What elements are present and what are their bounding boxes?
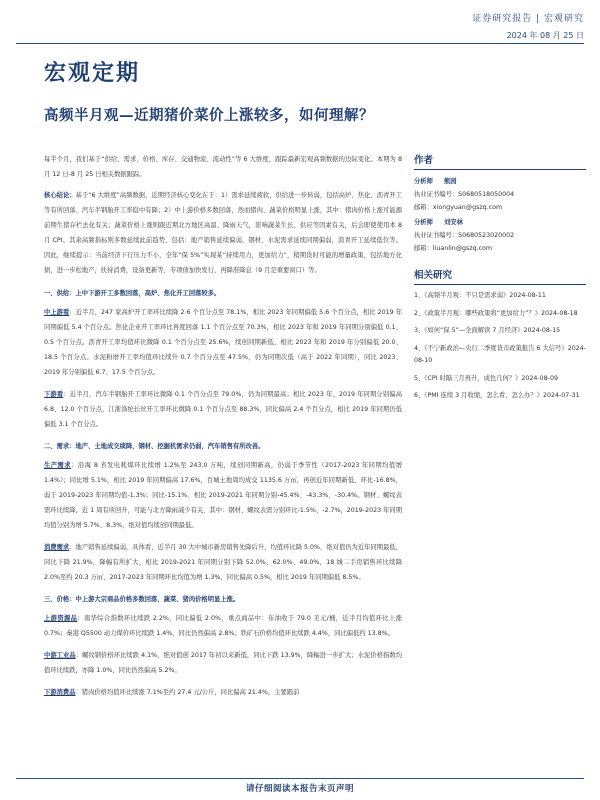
authors-heading: 作者 — [414, 152, 586, 170]
section-heading: 一、供给：上中下游开工多数回落，高炉、焦化开工回落较多。 — [44, 290, 221, 297]
paragraph-lead: 中游工业品 — [44, 652, 76, 659]
core-conclusion-lead: 核心结论： — [44, 192, 76, 199]
footer-disclaimer: 请仔细阅读本报告末页声明 — [245, 784, 354, 794]
author-email[interactable]: 邮箱：xiongyuan@gszq.com — [414, 204, 503, 211]
section-paragraph — [44, 458, 402, 533]
paragraph-text: ：猪肉价格均值环比续涨 7.1%至约 27.4 元/公斤，同比偏高 21.4%，主要跟前 — [75, 689, 300, 696]
related-research-item[interactable]: 6、《PMI 连续 3 月收缩，怎么看，怎么办？》2024-07-31 — [414, 392, 580, 399]
author-name: 刘安林 — [444, 219, 463, 226]
report-type: 证券研究报告 | 宏观研究 — [472, 14, 584, 24]
related-research-item[interactable]: 3、《如何“保 5”—全面解读 7 月经济》2024-08-15 — [414, 327, 561, 334]
section-supply — [44, 286, 402, 432]
footer-divider — [16, 778, 584, 779]
document-title: 高频半月观—近期猪价菜价上涨较多，如何理解？ — [44, 107, 374, 124]
paragraph-text: ：螺纹钢价格环比续跌 4.1%，绝对值创 2017 年初以来新低，同比下跌 13.9%，降幅进一步扩大；水泥价格指数均值环比续跌，亦降 1.0%，同比仍然偏高 5.2%。 — [44, 652, 402, 674]
section-heading: 三、价格：中上游大宗商品价格多数回落，蔬菜、猪肉价格明显上涨。 — [44, 596, 240, 603]
related-research-item[interactable]: 4、《不宁新政治—央行二季度货币政策报告 6 大信号》2024-08-10 — [414, 344, 586, 364]
page-header — [0, 0, 600, 40]
paragraph-text: ：沿海 8 省发电耗煤环比续增 1.2%至 243.0 万吨，续创同期新高，仍弱于季节性（2017-2023 年同期均值增 1.4%）；同比增 5.1%，相比 2019 年同期偏高 17.6%，百城土地周均成交 1135.6 万㎡，再创近年同期新低，环比-16.8%，弱于 2019-2023 年同期均值-1.3%；同比-15.1%、相比 2019-2021 年同期分别-45.4%、-43.3%、-30.4%。钢材、螺纹表需环比续降，近 1 周有所回升，可能与北方降雨减少有关，其中：钢材、螺纹表需分别环比-1.5%、-2.7%，2019-2023 年同期均值分别为增 5.7%、8.3%，绝对值均续创同期最低。 — [44, 462, 403, 529]
document-type: 宏观定期 — [44, 60, 141, 86]
author-card — [414, 175, 586, 214]
related-research-item[interactable]: 2、《政策半月观：哪些政策将“更加给力”？》2024-08-18 — [414, 309, 578, 317]
core-conclusion — [44, 188, 402, 278]
paragraph-lead: 下游消费品 — [44, 689, 76, 696]
section-paragraph — [44, 648, 402, 678]
paragraph-text: ：南华综合指数环比续跌 2.2%，同比偏低 2.0%，重点商品中：布油收于 79.0 美元/桶，近半月均值环比上涨 0.7%；秦港 Q5500 动力煤价环比续跌 1.4%，同比仍然偏高 2.8%；铁矿石价格均值环比续跌 4.4%，同比偏低约 13.8%。 — [44, 615, 402, 637]
paragraph-lead: 中上游看 — [44, 309, 70, 316]
paragraph-lead: 消费需求 — [44, 544, 70, 551]
section-paragraph — [44, 540, 402, 585]
author-role: 分析师 — [414, 219, 433, 226]
author-email[interactable]: 邮箱：liuanlin@gszq.com — [414, 245, 493, 252]
report-date: 2024 年 08 月 25 日 — [506, 31, 584, 40]
section-paragraph — [44, 685, 402, 700]
paragraph-lead: 下游看 — [44, 391, 64, 398]
section-prices — [44, 592, 402, 700]
main-body — [44, 152, 402, 707]
related-research-heading: 相关研究 — [414, 267, 586, 285]
section-paragraph — [44, 611, 402, 641]
author-cert: 执业证书编号：S0680518050004 — [414, 191, 515, 198]
author-card — [414, 216, 586, 255]
header-divider — [16, 43, 584, 44]
author-role: 分析师 — [414, 178, 433, 185]
section-demand — [44, 439, 402, 585]
paragraph-text: ：近半月，汽车半钢胎开工率环比微降 0.1 个百分点至 79.0%，仍为同期最高；相比 2023 年、2019 年同期分别偏高 6.8、12.0 个百分点，江浙涤纶长丝开工率环比微降 0.1 个百分点至 88.3%，同比偏高 2.4 个百分点，相比 2019 年同期仍低偏低 3.1 个百分点。 — [44, 391, 403, 428]
author-name: 熊园 — [444, 178, 457, 185]
paragraph-lead: 上游资源品 — [44, 615, 78, 622]
core-conclusion-text: 基于“6 大维度”高频数据，近期经济核心变化在于：1）需求延续疲软，供给进一步转弱，包括高炉、焦化、沥青开工等有所回落、汽车半钢胎开工率稳中有降；2）中上游价格多数回落，然而猪肉、蔬菜价格明显上涨，其中：猪肉价格上涨可能源前期生猪存栏去化有关；蔬菜价格上涨则跟近期北方地区高温、降雨天气，影响蔬菜生长、供应等因素有关，后会即使使用本 8 月 CPI。其余高频指标则多数延续此前趋势，包括：地产销售延续偏弱，钢材、水泥需求延续同期偏弱，沥青开工延续低位等。因此，继续提示：当前经济下行压力不小，全年“保 5%”实现某“持续用力，更加给力”，稍期货时可能的增量政策，包括地方化债，进一步松地产，扶持消费，设备更新等，专项债加快发行，再降准降息（9 月是重要窗口）等。 — [44, 192, 403, 274]
author-cert: 执业证书编号：S0680523020002 — [414, 232, 515, 239]
sidebar — [414, 152, 586, 408]
paragraph-text: ：地产销售延续偏弱，具体看，近半月 30 大中城市新房销售先降后升，均值环比降 5.0%，绝对值仍为近年同期最低，同比下降 21.9%，降幅有所扩大，相比 2019-2021 年同期分别下降 52.0%、62.0%、49.0%，18 城二手房销售环比续降 2.0%至约 20.3 万㎡，2017-2023 年同期环比均值为增 1.3%，同比偏高 0.5%，相比 2019 年同期偏低 8.5%。 — [44, 544, 403, 581]
paragraph-lead: 生产需求 — [44, 462, 72, 469]
section-paragraph — [44, 387, 402, 432]
section-paragraph — [44, 305, 402, 380]
section-heading: 二、需求：地产、土地成交续降，钢材、挖掘机需求仍弱，汽车销售有所改善。 — [44, 443, 265, 450]
related-research-item[interactable]: 1、《高频半月观：不只是需求弱》2024-08-11 — [414, 292, 546, 299]
intro-paragraph: 每半个月，我们基于“供给、需求、价格、库存、交通物流、流动性”等 6 大维度，跟踪最新宏观高频数据的边际变化。本期为 8 月 12 日-8 月 25 日相关数据跟踪。 — [44, 156, 402, 178]
paragraph-text: ：近半月，247 家高炉开工率环比续降 2.6 个百分点至 78.1%，相比 2023 年同期偏低 5.6 个百分点，相比 2019 年同期偏低 5.4 个百分点。焦化企业开工率环比再度回落 1.1 个百分点至 70.3%，相比 2023 年和 2019 年同期分别偏低 0.1、0.5 个百分点。沥青开工率均值环比微降 0.1 个百分点至 25.6%，续创同期新低，相比 2023 年和 2019 年分别偏低 20.0、18.5 个百分点。水泥粉磨开工率均值环比续升 0.7 个百分点至 47.5%，仍为同期次低（高于 2022 年同期），同比 2023、2019 年分别偏低 6.7、17.5 个百分点。 — [44, 309, 403, 376]
related-research-item[interactable]: 5、《CPI 时隔三月再升，成色几何？》2024-08-09 — [414, 374, 558, 382]
